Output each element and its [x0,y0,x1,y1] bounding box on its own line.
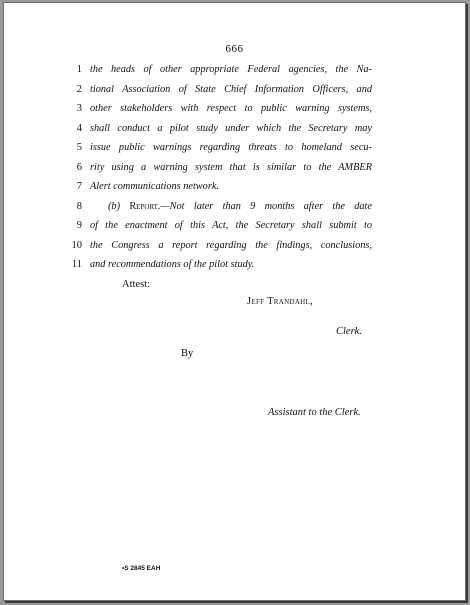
line-number: 5 [76,142,82,153]
text-line-3 [76,102,372,116]
line-number: 11 [71,259,82,270]
text-line-5 [76,141,372,155]
line-text: and recommendations of the pilot study. [90,259,255,270]
text-line-7 [76,180,372,194]
line-text: other stakeholders with respect to public warning systems, [90,103,372,114]
page-number: 666 [225,43,244,55]
line-number: 10 [71,240,82,251]
text-line-1 [76,63,372,77]
signer-title: Clerk. [336,326,362,337]
subsection-label: (b) [108,201,130,212]
line-number: 6 [76,162,82,173]
document-page [3,2,466,601]
attest-label: Attest: [122,279,150,290]
text-line-9 [76,219,372,233]
text-line-11 [71,258,372,272]
text-line-8 [76,200,372,214]
text-line-2 [76,83,372,97]
line-number: 3 [76,103,82,114]
line-text [90,200,372,214]
line-number: 8 [76,201,82,212]
line-text: shall conduct a pilot study under which the Secretary may [90,123,372,134]
line-text: Alert communications network. [90,181,219,192]
line-text: rity using a warning system that is similar to the AMBER [90,162,372,173]
assistant-title: Assistant to the Clerk. [268,407,361,418]
subsection-text: .—Not later than 9 months after the date [157,201,372,212]
signer-name: Jeff Trandahl, [247,296,314,307]
line-number: 1 [76,64,82,75]
bill-footer-code: •S 2845 EAH [122,565,161,572]
line-text: of the enactment of this Act, the Secretary shall submit to [90,220,372,231]
line-text: the Congress a report regarding the findings, conclusions, [90,240,372,251]
line-text: the heads of other appropriate Federal agencies, the Na- [90,64,372,75]
line-text: tional Association of State Chief Information Officers, and [90,84,372,95]
line-number: 7 [76,181,82,192]
text-line-10 [71,239,372,253]
line-number: 4 [76,123,82,134]
by-label: By [181,348,194,359]
subsection-heading: Report [129,201,158,212]
line-number: 9 [76,220,82,231]
line-number: 2 [76,84,82,95]
text-line-6 [76,161,372,175]
text-line-4 [76,122,372,136]
line-text: issue public warnings regarding threats to homeland secu- [90,142,372,153]
